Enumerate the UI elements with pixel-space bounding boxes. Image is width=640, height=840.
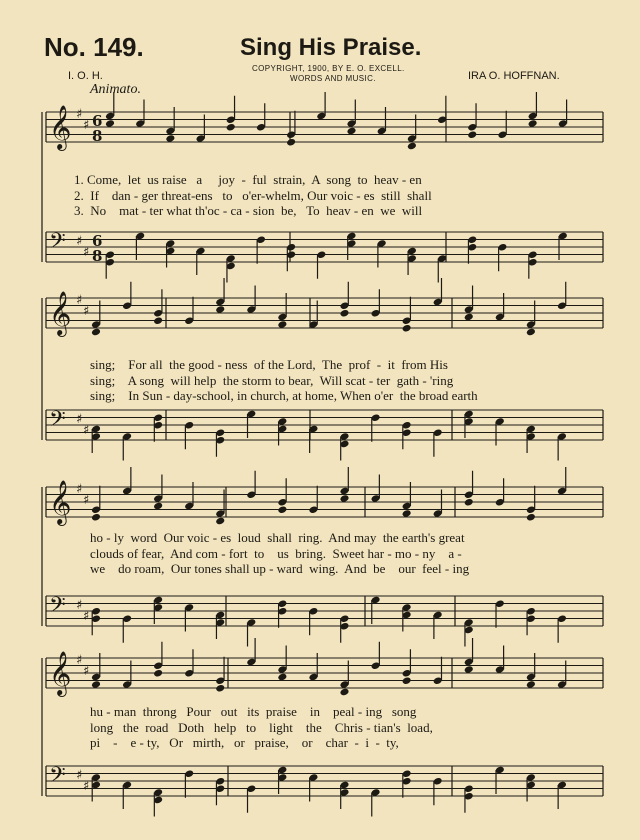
sharp-icon: ♯ (83, 664, 90, 679)
sharp-icon: ♯ (83, 118, 90, 133)
copyright-notice: COPYRIGHT, 1900, BY E. O. EXCELL. (252, 64, 405, 73)
note-head (464, 498, 474, 507)
note-head (339, 688, 349, 697)
note-head (339, 494, 349, 503)
note-head (464, 313, 474, 322)
note-head (277, 673, 287, 682)
note-head (153, 502, 163, 511)
lyric-verse-3: sing; In Sun - day-school, in church, at home, When o'er the broad earth (90, 388, 478, 403)
note-head (153, 316, 163, 325)
sharp-icon: ♯ (83, 609, 90, 624)
note-head (153, 669, 163, 678)
lyric-verse-1: sing; For all the good - ness of the Lord, The prof - it from His (90, 357, 448, 372)
bass-clef-icon: 𝄢 (49, 593, 66, 623)
lyric-verse-3: 3. No mat - ter what th'oc - ca - sion be, To heav - en we will (74, 203, 423, 218)
sharp-icon: ♯ (83, 423, 90, 438)
note-head (407, 142, 417, 151)
hymn-title: Sing His Praise. (240, 34, 422, 61)
note-head (402, 509, 412, 518)
lyric-verse-3: we do roam, Our tones shall up - ward wing. And be our feel - ing (90, 561, 470, 576)
time-sig-denominator: 8 (92, 127, 103, 145)
note-head (464, 665, 474, 674)
sharp-icon: ♯ (76, 107, 83, 122)
note-head (526, 513, 536, 522)
note-head (215, 305, 225, 314)
note-head (339, 309, 349, 318)
treble-clef-icon: 𝄞 (49, 651, 72, 695)
lyricist-initials: I. O. H. (68, 70, 103, 82)
note-head (91, 328, 101, 337)
note-head (402, 676, 412, 685)
sharp-icon: ♯ (76, 482, 83, 497)
note-head (91, 680, 101, 689)
sharp-icon: ♯ (76, 653, 83, 668)
lyric-verse-1: ho - ly word Our voic - es loud shall ring. And may the earth's great (90, 530, 465, 545)
bass-staff (46, 232, 603, 262)
bass-clef-icon: 𝄢 (49, 407, 66, 437)
treble-clef-icon: 𝄞 (49, 291, 72, 335)
composer-name: IRA O. HOFFNAN. (468, 70, 560, 82)
note-head (215, 684, 225, 693)
note-head (402, 324, 412, 333)
hymn-number: No. 149. (44, 32, 144, 62)
lyric-verse-2: clouds of fear, And com - fort to us bring. Sweet har - mo - ny a - (90, 545, 462, 561)
treble-clef-icon: 𝄞 (49, 105, 72, 149)
note-head (528, 119, 538, 128)
note-head (277, 505, 287, 514)
sharp-icon: ♯ (76, 768, 83, 783)
sharp-icon: ♯ (83, 304, 90, 319)
lyric-verse-1: hu - man throng Pour out its praise in peal - ing song (90, 704, 417, 719)
note-head (526, 680, 536, 689)
sharp-icon: ♯ (76, 293, 83, 308)
time-sig-denominator: 8 (92, 247, 103, 265)
sharp-icon: ♯ (76, 412, 83, 427)
sharp-icon: ♯ (76, 598, 83, 613)
lyric-verse-3: pi - e - ty, Or mirth, or praise, or char - i - ty, (90, 735, 399, 750)
note-head (346, 127, 356, 136)
sharp-icon: ♯ (76, 234, 83, 249)
time-sig-numerator: 6 (92, 112, 103, 130)
words-and-music-note: WORDS AND MUSIC. (290, 74, 376, 83)
bass-clef-icon: 𝄢 (49, 763, 66, 793)
note-head (165, 134, 175, 143)
treble-staff (46, 298, 603, 328)
bass-staff (46, 596, 603, 626)
lyric-verse-1: 1. Come, let us raise a joy - ful strain, A song to heav - en (74, 172, 422, 187)
sharp-icon: ♯ (83, 493, 90, 508)
tempo-marking: Animato. (90, 82, 141, 97)
note-head (526, 328, 536, 337)
lyric-verse-2: 2. If dan - ger threat-ens to o'er-whelm, Our voic - es still shall (74, 187, 432, 203)
sharp-icon: ♯ (83, 245, 90, 260)
note-head (226, 123, 236, 132)
time-sig-numerator: 6 (92, 232, 103, 250)
lyric-verse-2: sing; A song will help the storm to bear, Will scat - ter gath - 'ring (90, 372, 454, 388)
note-head (91, 513, 101, 522)
bass-clef-icon: 𝄢 (49, 229, 66, 259)
note-head (286, 138, 296, 147)
note-head (277, 320, 287, 329)
sharp-icon: ♯ (83, 779, 90, 794)
bass-staff (46, 766, 603, 796)
lyric-verse-2: long the road Doth help to light the Chris - tian's load, (90, 719, 433, 735)
note-head (467, 130, 477, 139)
note-head (215, 517, 225, 526)
treble-clef-icon: 𝄞 (49, 480, 72, 524)
note-head (105, 119, 115, 128)
